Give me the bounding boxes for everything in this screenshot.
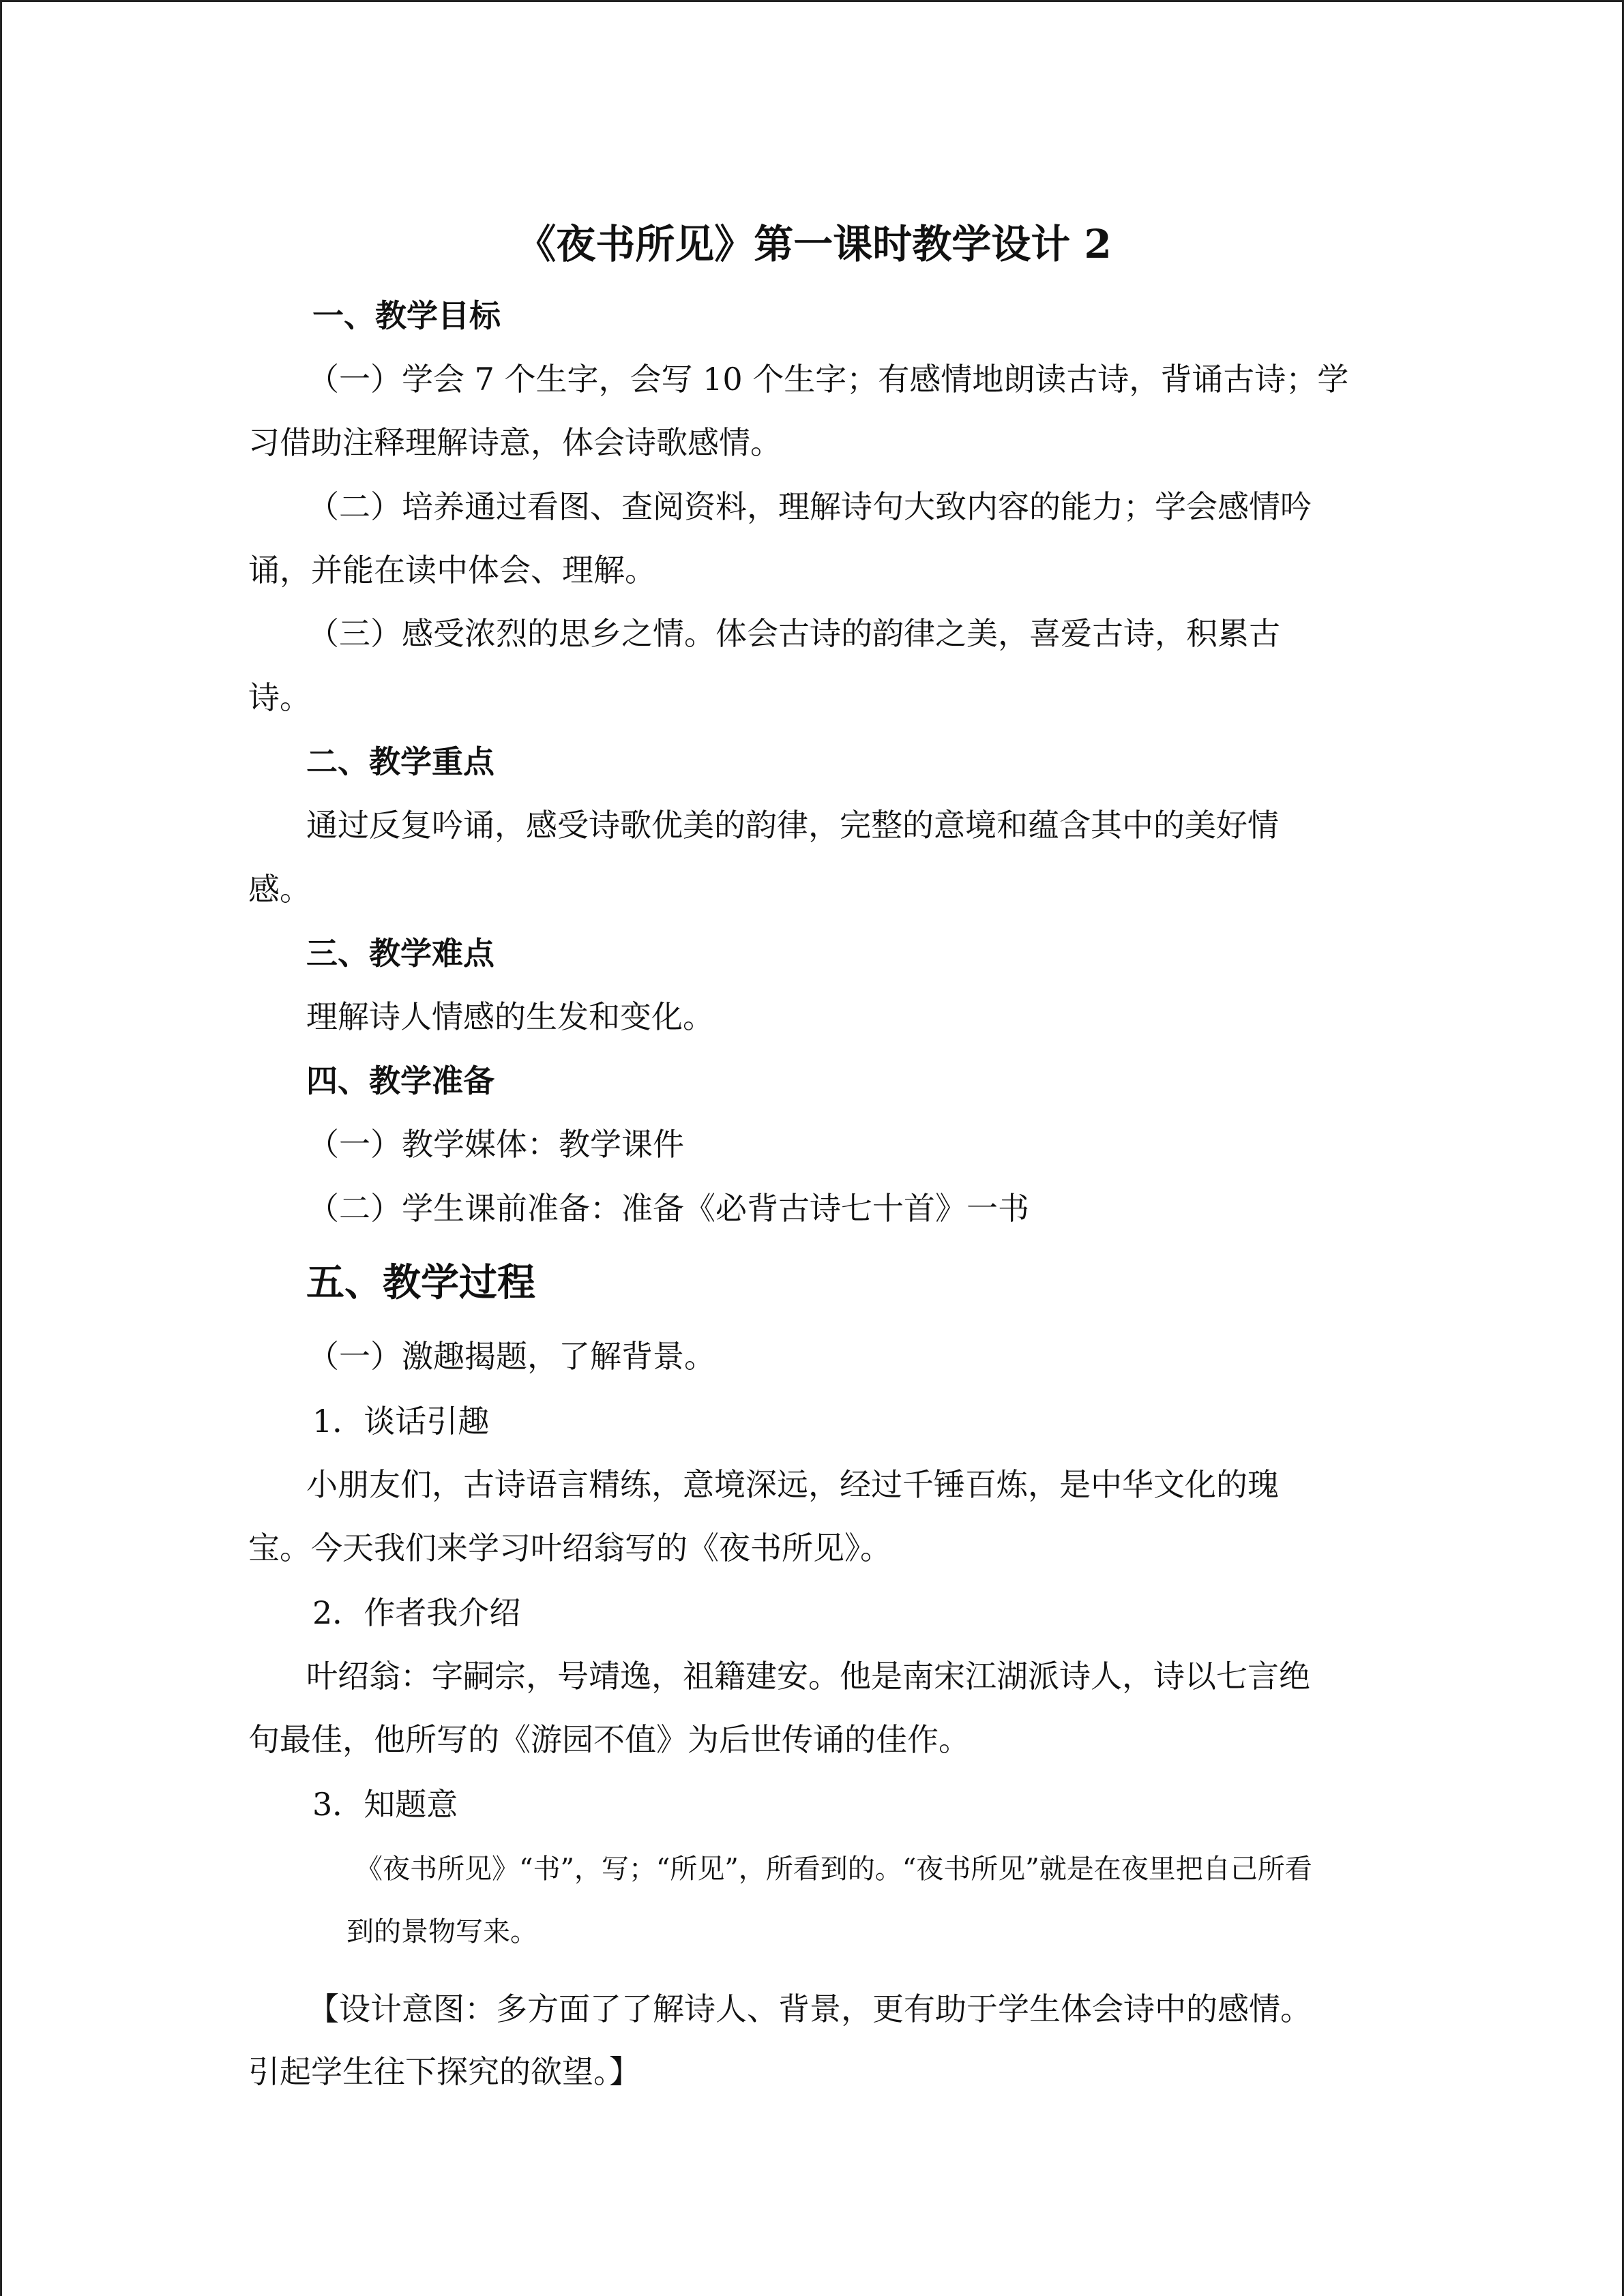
process-step-1-line-2: 宝。今天我们来学习叶绍翁写的《夜书所见》。 bbox=[248, 1530, 891, 1566]
process-step-2-line-1: 叶绍翁：字嗣宗，号靖逸，祖籍建安。他是南宋江湖派诗人，诗以七言绝 bbox=[306, 1658, 1310, 1695]
goal-1-line-1: （一）学会 7 个生字，会写 10 个生字；有感情地朗读古诗，背诵古诗；学 bbox=[308, 361, 1349, 398]
key-points-line-1: 通过反复吟诵，感受诗歌优美的韵律，完整的意境和蕴含其中的美好情 bbox=[306, 807, 1279, 844]
process-part-1: （一）激趣揭题，了解背景。 bbox=[308, 1338, 715, 1375]
goal-3-line-1: （三）感受浓烈的思乡之情。体会古诗的韵律之美，喜爱古诗，积累古 bbox=[308, 615, 1280, 652]
process-step-3-line-1: 《夜书所见》“书”，写；“所见”，所看到的。“夜书所见”就是在夜里把自己所看 bbox=[355, 1853, 1312, 1885]
process-step-1-line-1: 小朋友们，古诗语言精练，意境深远，经过千锤百炼，是中华文化的瑰 bbox=[306, 1466, 1279, 1503]
difficulties-line-1: 理解诗人情感的生发和变化。 bbox=[306, 998, 714, 1035]
heading-key-points: 二、教学重点 bbox=[306, 743, 494, 780]
process-step-2-label: 2．作者我介绍 bbox=[312, 1594, 521, 1631]
process-step-1-label: 1．谈话引趣 bbox=[312, 1403, 490, 1440]
key-points-line-2: 感。 bbox=[248, 871, 311, 908]
design-intent-line-2: 引起学生往下探究的欲望。】 bbox=[248, 2053, 640, 2090]
goal-2-line-2: 诵，并能在读中体会、理解。 bbox=[248, 552, 656, 588]
heading-preparation: 四、教学准备 bbox=[306, 1062, 494, 1099]
process-step-3-label: 3．知题意 bbox=[312, 1786, 458, 1823]
process-step-3-line-2: 到的景物写来。 bbox=[346, 1916, 537, 1948]
process-step-2-line-2: 句最佳，他所写的《游园不值》为后世传诵的佳作。 bbox=[248, 1721, 970, 1758]
design-intent-line-1: 【设计意图：多方面了了解诗人、背景，更有助于学生体会诗中的感情。 bbox=[308, 1991, 1312, 2027]
heading-process: 五、教学过程 bbox=[306, 1260, 535, 1305]
heading-difficulties: 三、教学难点 bbox=[306, 935, 494, 972]
goal-3-line-2: 诗。 bbox=[248, 679, 311, 716]
preparation-item-2: （二）学生课前准备：准备《必背古诗七十首》一书 bbox=[308, 1190, 1029, 1227]
document-title: 《夜书所见》第一课时教学设计 2 bbox=[516, 221, 1112, 267]
heading-goals: 一、教学目标 bbox=[312, 297, 501, 334]
preparation-item-1: （一）教学媒体：教学课件 bbox=[308, 1126, 684, 1163]
goal-1-line-2: 习借助注释理解诗意，体会诗歌感情。 bbox=[248, 424, 782, 461]
goal-2-line-1: （二）培养通过看图、查阅资料，理解诗句大致内容的能力；学会感情吟 bbox=[308, 488, 1312, 525]
